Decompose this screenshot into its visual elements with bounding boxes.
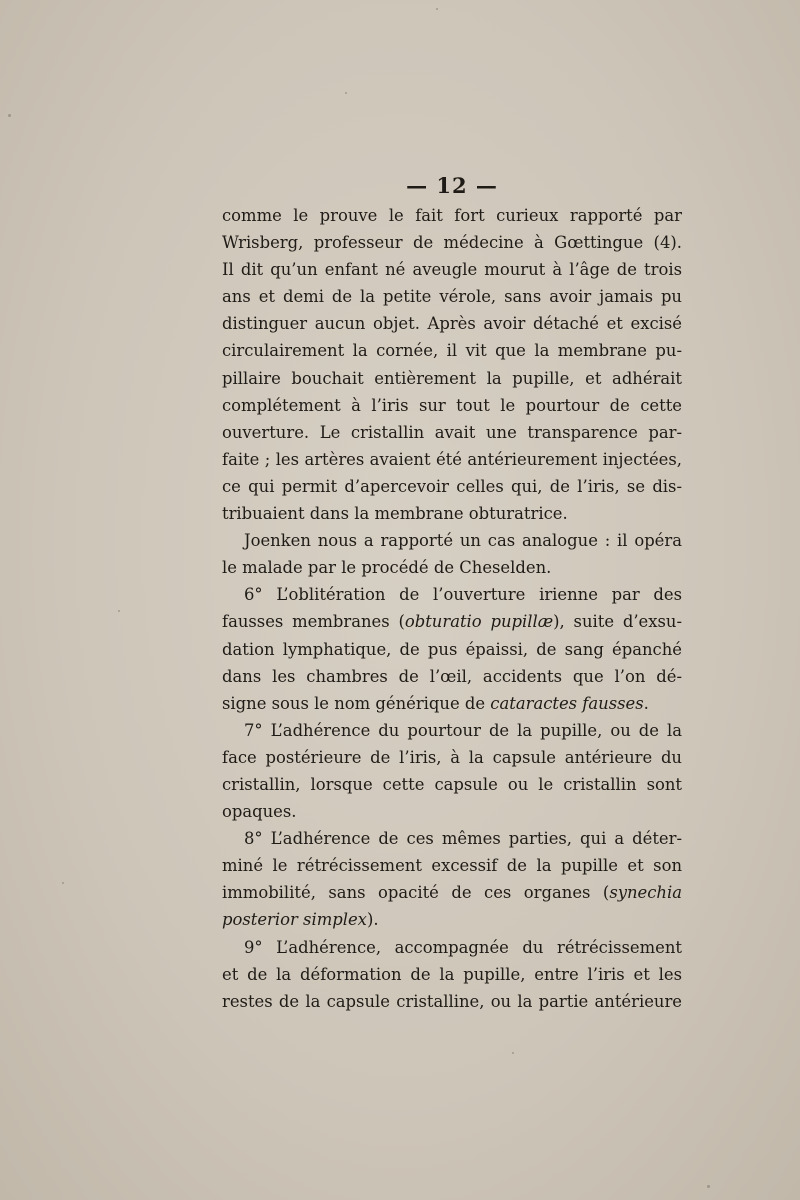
text-line: 6° L’oblitération de l’ouverture irienne par des: [244, 585, 682, 605]
text-line: distinguer aucun objet. Après avoir détaché et excisé: [222, 314, 682, 334]
text-line: tribuaient dans la membrane obturatrice.: [222, 504, 568, 524]
paper-speck: [707, 1185, 710, 1188]
italic-term: obturatio pupillæ: [404, 612, 554, 632]
paper-speck: [436, 8, 438, 10]
italic-term: synechia: [609, 883, 682, 903]
text-block: [222, 170, 682, 1015]
text-line: dans les chambres de l’œil, accidents que l’on dé-: [222, 666, 682, 686]
text-line: ce qui permit d’apercevoir celles qui, de l’iris, se dis-: [222, 476, 682, 496]
page-number: — 12 —: [406, 173, 498, 198]
paper-speck: [345, 92, 347, 94]
text-line: le malade par le procédé de Cheselden.: [222, 558, 552, 578]
text-line: Wrisberg, professeur de médecine à Gœttingue (4).: [222, 233, 682, 253]
paper-speck: [118, 610, 120, 612]
italic-term: posterior simplex: [222, 910, 367, 930]
text-line: complétement à l’iris sur tout le pourtour de cette: [222, 395, 682, 415]
text-line: comme le prouve le fait fort curieux rapporté par: [222, 206, 682, 225]
text-line: ouverture. Le cristallin avait une transparence par-: [222, 422, 682, 442]
text-line: faite ; les artères avaient été antérieurement injectées,: [222, 449, 682, 469]
text-line: opaques.: [222, 802, 297, 822]
text-segment: immobilité, sans opacité de ces organes (: [222, 883, 610, 903]
text-line: 8° L’adhérence de ces mêmes parties, qui a déter-: [244, 829, 682, 849]
text-line: Joenken nous a rapporté un cas analogue : il opéra: [244, 531, 682, 551]
text-line: miné le rétrécissement excessif de la pupille et son: [222, 856, 682, 876]
text-line: 7° L’adhérence du pourtour de la pupille, ou de la: [244, 720, 682, 740]
text-lines: [222, 202, 682, 1015]
text-line: face postérieure de l’iris, à la capsule antérieure du: [222, 747, 682, 767]
text-line: pillaire bouchait entièrement la pupille, et adhérait: [222, 368, 682, 388]
text-line: 9° L’adhérence, accompagnée du rétrécissement: [244, 937, 682, 957]
text-segment: .: [643, 693, 649, 713]
text-line: circulairement la cornée, il vit que la membrane pu-: [222, 341, 682, 361]
paper-speck: [8, 114, 11, 117]
paper-speck: [62, 882, 64, 884]
text-segment: signe sous le nom générique de: [222, 693, 491, 713]
text-segment: fausses membranes (: [222, 612, 405, 632]
italic-term: cataractes fausses: [490, 693, 644, 713]
text-line: ans et demi de la petite vérole, sans avoir jamais pu: [222, 287, 682, 307]
paper-speck: [512, 1052, 514, 1054]
text-line: dation lymphatique, de pus épaissi, de sang épanché: [222, 639, 682, 659]
text-line: cristallin, lorsque cette capsule ou le cristallin sont: [222, 774, 682, 794]
text-segment: ).: [366, 910, 379, 930]
text-line: [222, 608, 682, 635]
text-line: restes de la capsule cristalline, ou la partie antérieure: [222, 991, 682, 1011]
text-line: [222, 906, 682, 933]
text-segment: ), suite d’exsu-: [553, 612, 682, 632]
text-line: [222, 690, 682, 717]
text-line: [222, 879, 682, 906]
text-line: Il dit qu’un enfant né aveugle mourut à l’âge de trois: [222, 260, 682, 280]
text-line: et de la déformation de la pupille, entre l’iris et les: [222, 964, 682, 984]
